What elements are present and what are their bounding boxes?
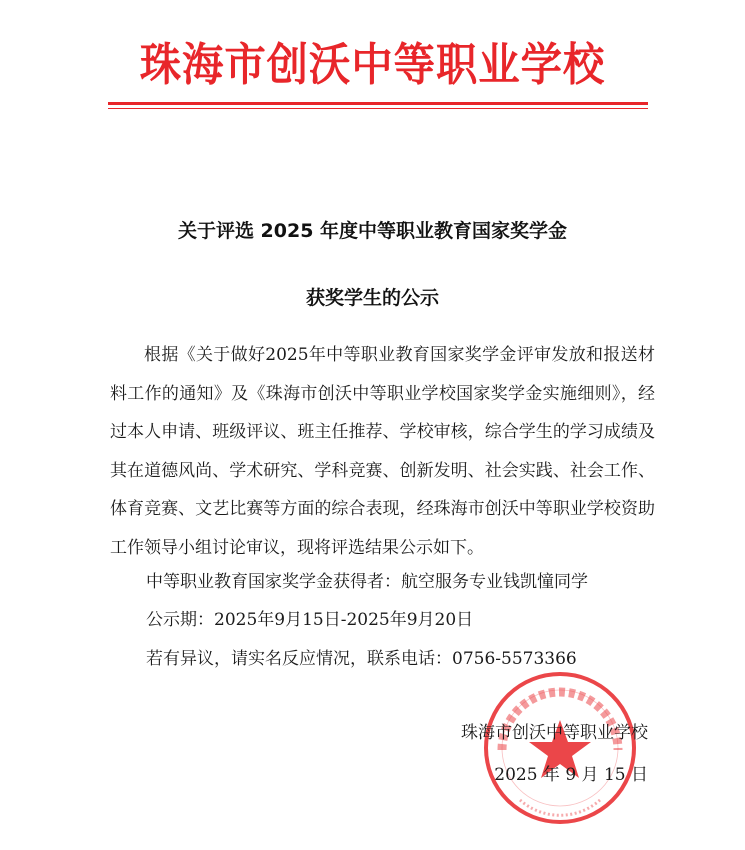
signature-school-name: 珠海市创沃中等职业学校 [461, 723, 648, 743]
contact-line: 若有异议，请实名反应情况，联系电话：0756-5573366 [146, 649, 577, 669]
document-title-line1: 关于评选 2025 年度中等职业教育国家奖学金 [177, 220, 568, 242]
period-line: 公示期：2025年9月15日-2025年9月20日 [146, 610, 474, 630]
winner-line: 中等职业教育国家奖学金获得者：航空服务专业钱凯憧同学 [146, 572, 588, 592]
signature-date: 2025 年 9 月 15 日 [494, 765, 648, 785]
document-title-line2: 获奖学生的公示 [305, 287, 439, 309]
official-seal-stamp [480, 668, 640, 828]
seal-serial-digits [520, 800, 600, 815]
letterhead-school-name: 珠海市创沃中等职业学校 [139, 38, 606, 91]
letterhead-rule-thick [108, 102, 648, 105]
body-paragraph: 根据《关于做好2025年中等职业教育国家奖学金评审发放和报送材料工作的通知》及《珠海市创沃中等职业学校国家奖学金实施细则》，经过本人申请、班级评议、班主任推荐、学校审核，综合学生的学习成绩及其在道德风尚、学术研究、学科竞赛、创新发明、社会实践、社会工作、体育竞赛、文艺比赛等方面的综合表现，经珠海市创沃中等职业学校资助工作领导小组讨论审议，现将评选结果公示如下。 [110, 345, 655, 558]
letterhead-rule-thin [108, 108, 648, 109]
